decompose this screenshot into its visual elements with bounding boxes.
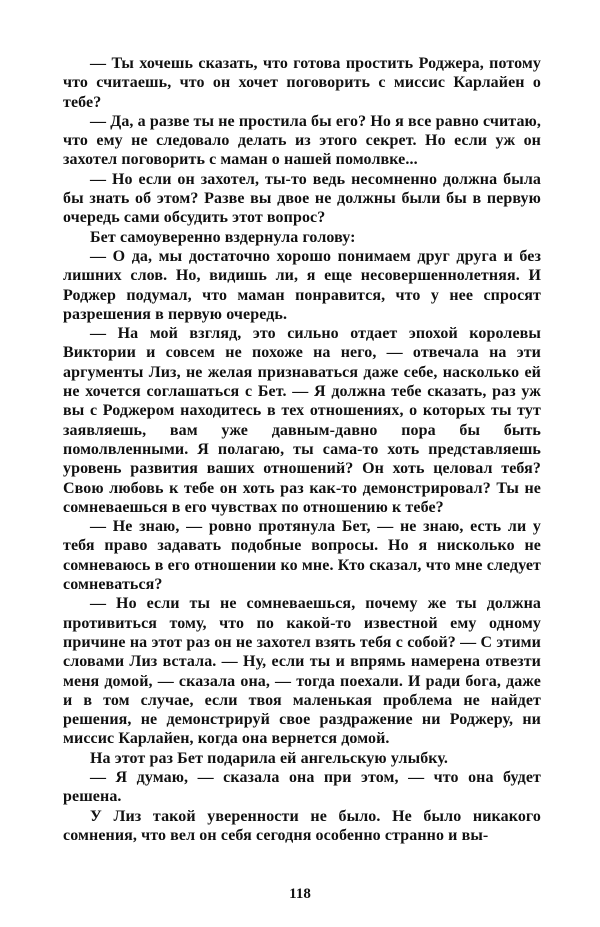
paragraph-11: У Лиз такой уверенности не было. Не было никакого сомнения, что вел он себя сегодня особенно странно и вы- (63, 807, 541, 844)
paragraph-8: — Но если ты не сомневаешься, почему же ты должна противиться тому, что по какой-то известной ему одному причине на этот раз он не захотел взять тебя с собой? — С этими словами Лиз встала. — Ну, если ты и впрямь намерена отвезти меня домой, — сказала она, — тогда поехали. И ради бога, даже и в том случае, если твоя маленькая проблема не найдет решения, не демонстрируй свое раздражение ни Роджеру, ни миссис Карлайен, когда она вернется домой. (63, 595, 541, 748)
paragraph-1: — Ты хочешь сказать, что готова простить Роджера, потому что считаешь, что он хочет поговорить с миссис Карлайен о тебе? (63, 55, 541, 111)
text-block (63, 54, 541, 845)
page-number: 118 (289, 886, 311, 902)
paragraph-10: — Я думаю, — сказала она при этом, — что она будет решена. (63, 768, 541, 806)
paragraph-6: — На мой взгляд, это сильно отдает эпохой королевы Виктории и совсем не похоже на него, — отвечала на эти аргументы Лиз, не желая признаваться даже себе, насколько ей не хочется соглашаться с Бет. — Я должна тебе сказать, раз уж вы с Роджером находитесь в тех отношениях, о которых ты тут заявляешь, вам уже давным-давно пора бы быть помолвленными. Я полагаю, ты сама-то хоть представляешь уровень развития ваших отношений? Он хоть целовал тебя? Свою любовь к тебе он хоть раз как-то демонстрировал? Ты не сомневаешься в его чувствах по отношению к тебе? (63, 325, 541, 516)
paragraph-3: — Но если он захотел, ты-то ведь несомненно должна была бы знать об этом? Разве вы двое не должны были бы в первую очередь сами обсудить этот вопрос? (63, 170, 541, 227)
page-footer (0, 885, 600, 903)
paragraph-7: — Не знаю, — ровно протянула Бет, — не знаю, есть ли у тебя право задавать подобные вопросы. Но я нисколько не сомневаюсь в его отношении ко мне. Кто сказал, что мне следует сомневаться? (63, 518, 541, 594)
paragraph-2: — Да, а разве ты не простила бы его? Но я все равно считаю, что ему не следовало делать из этого секрет. Но если уж он захотел поговорить с маман о нашей помолвке... (63, 112, 541, 169)
paragraph-5: — О да, мы достаточно хорошо понимаем друг друга и без лишних слов. Но, видишь ли, я еще несовершеннолетняя. И Роджер подумал, что маман понравится, что у нее спросят разрешения в первую очередь. (63, 247, 541, 323)
paragraph-9: На этот раз Бет подарила ей ангельскую улыбку. (90, 749, 448, 767)
paragraph-4: Бет самоуверенно вздернула голову: (90, 228, 356, 246)
